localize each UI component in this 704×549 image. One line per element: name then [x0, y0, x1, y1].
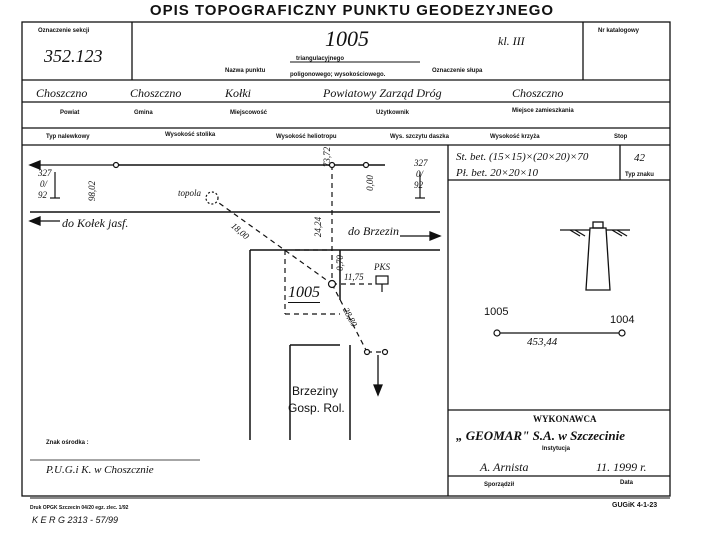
miejsce-label: Miejsce zamieszkania [512, 108, 574, 114]
gmina-label: Gmina [134, 110, 153, 116]
section-label: Oznaczenie sekcji [38, 28, 90, 34]
km-left-bottom: 92 [38, 190, 47, 200]
dist-f: 11,75 [344, 272, 364, 282]
class-value: kl. III [498, 34, 525, 48]
dist-a: 98,02 [87, 180, 98, 202]
print-info: Druk OPGK Szczecin 04/20 egz. zlec. 1/92 [30, 505, 129, 511]
miejscowosc-value: Kołki [225, 86, 251, 100]
dist-e: 0,70 [334, 255, 345, 271]
marker-spec-line1: St. bet. (15×15)×(20×20)×70 [456, 151, 589, 163]
place-2: Gosp. Rol. [288, 401, 345, 415]
km-right-mid: 0/ [416, 169, 424, 179]
type-label-1: triangulacyjnego [296, 56, 345, 62]
signs-label: Znak ośrodka : [46, 440, 89, 446]
wys-szczytu-label: Wys. szczytu daszka [390, 134, 449, 140]
point-number: 1005 [325, 26, 369, 51]
km-left-mid: 0/ [40, 179, 48, 189]
marker-label: Oznaczenie słupa [432, 68, 483, 74]
powiat-label: Powiat [60, 110, 80, 116]
form-code: GUGiK 4-1-23 [612, 502, 658, 509]
type-label-2: poligonowego; wysokościowego. [290, 72, 386, 78]
wys-stolika-label: Wysokość stolika [165, 132, 216, 138]
dist-c: 18,00 [229, 220, 252, 242]
gmina-value: Choszczno [130, 86, 182, 100]
tree-label: topola [178, 188, 202, 198]
km-right-top: 327 [414, 158, 428, 168]
pks-label: PKS [374, 262, 391, 272]
marker-type-value: 42 [634, 152, 645, 164]
executor-label: WYKONAWCA [533, 414, 597, 424]
typ-label: Typ nalewkowy [46, 134, 90, 140]
miejscowosc-label: Miejscowość [230, 110, 268, 116]
marker-type-label: Typ znaku [625, 172, 654, 178]
powiat-value: Choszczno [36, 86, 88, 100]
executor-person: A. Arnista [480, 460, 529, 474]
section-value: 352.123 [44, 46, 103, 66]
kerg-number: K E R G 2313 - 57/99 [32, 515, 119, 525]
dist-g: 28,80 [340, 305, 360, 329]
to-kolek: do Kołek jasf. [62, 216, 129, 230]
place-1: Brzeziny [292, 384, 339, 398]
wys-krzyza-label: Wysokość krzyża [490, 134, 540, 140]
sketch-point-number: 1005 [288, 284, 320, 301]
zero-mark: 0,00 [364, 175, 375, 191]
relation-dist: 453,44 [527, 336, 558, 348]
relation-p1: 1005 [484, 306, 509, 318]
executor-date: 11. 1999 r. [596, 460, 647, 474]
miejsce-value: Choszczno [512, 86, 564, 100]
catalog-label: Nr katalogowy [598, 28, 640, 34]
uzytkownik-value: Powiatowy Zarząd Dróg [323, 86, 442, 100]
dist-b: 73,72 [322, 146, 333, 168]
relation-p2: 1004 [610, 314, 635, 326]
institution-label: Instytucja [542, 446, 571, 452]
wys-heliotropu-label: Wysokość heliotropu [276, 134, 337, 140]
form-title: OPIS TOPOGRAFICZNY PUNKTU GEODEZYJNEGO [149, 2, 555, 19]
point-name-label: Nazwa punktu [225, 68, 266, 74]
dist-d: 24,24 [313, 216, 324, 238]
to-brzezin: do Brzezin [348, 224, 399, 238]
executor-company: „ GEOMAR" S.A. w Szczecinie [456, 428, 626, 443]
km-left-top: 327 [38, 168, 52, 178]
km-right-bottom: 92 [414, 180, 423, 190]
sporzadzil-label: Sporządził [484, 482, 515, 488]
marker-spec-line2: Pł. bet. 20×20×10 [456, 167, 539, 179]
stop-label: Stop [614, 134, 628, 140]
data-label: Data [620, 480, 634, 486]
signs-value: P.U.G.i K. w Choszcznie [46, 464, 154, 476]
uzytkownik-label: Użytkownik [376, 110, 410, 116]
